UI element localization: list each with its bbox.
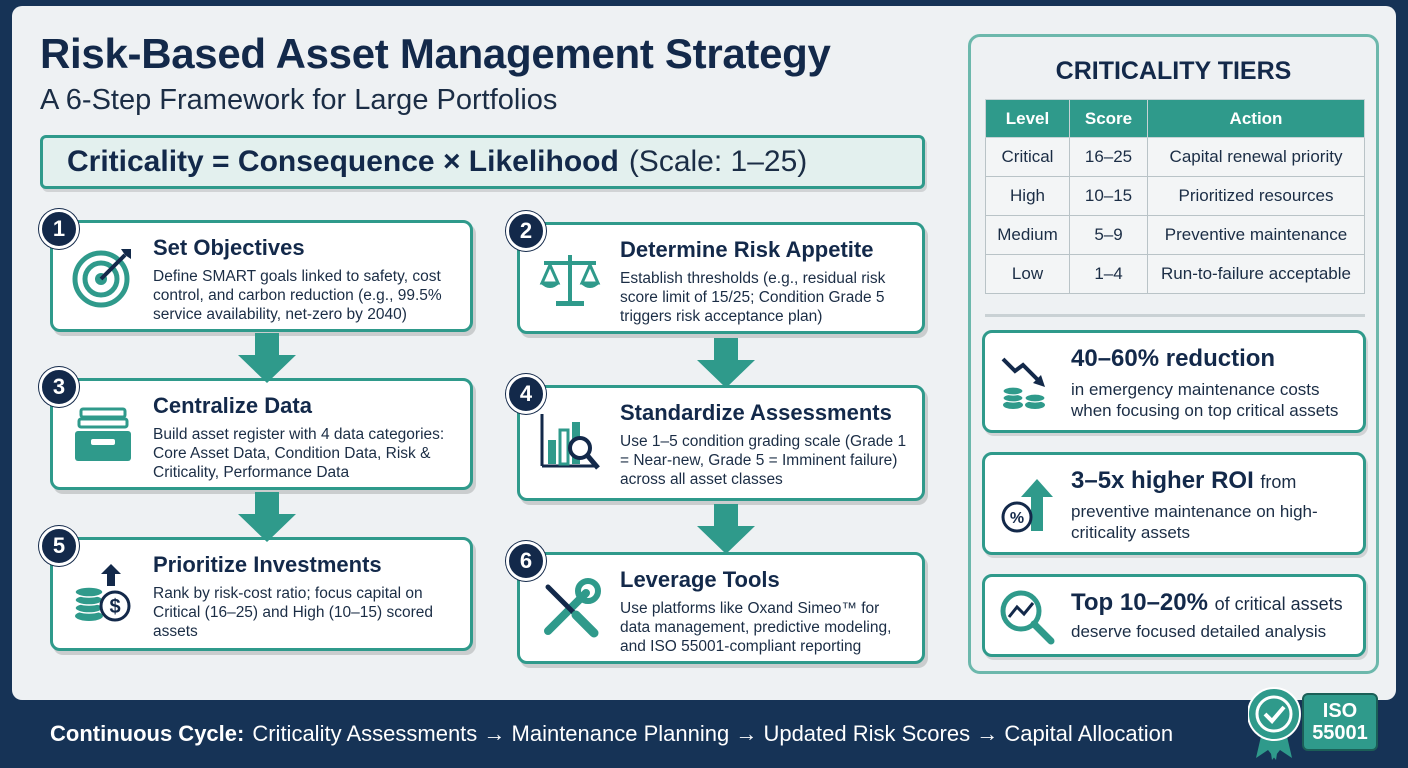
step-number: 6	[506, 541, 546, 581]
step-number: 2	[506, 211, 546, 251]
step-description: Use 1–5 condition grading scale (Grade 1 = Near-new, Grade 5 = Imminent failure) across all asset classes	[620, 433, 907, 488]
step-card-3	[50, 374, 473, 490]
tier-score: 5–9	[1070, 216, 1148, 255]
inbox-tray-icon	[71, 403, 135, 467]
chart-magnifier-icon	[538, 410, 602, 474]
stat-card-top-assets	[982, 574, 1366, 657]
formula-main: Criticality = Consequence × Likelihood	[67, 145, 619, 178]
stat-description: in emergency maintenance costs when focusing on top critical assets	[1071, 380, 1339, 420]
arrow-down-icon	[238, 333, 296, 383]
tier-action: Preventive maintenance	[1148, 216, 1365, 255]
arrow-down-icon	[697, 338, 755, 388]
coins-down-icon	[999, 355, 1055, 411]
magnifier-trend-icon	[999, 589, 1055, 645]
step-description: Use platforms like Oxand Simeo™ for data management, predictive modeling, and ISO 55001-compliant reporting	[620, 600, 892, 655]
tier-level: Low	[986, 255, 1070, 294]
table-row	[986, 255, 1365, 294]
stat-card-cost-reduction	[982, 330, 1366, 433]
tier-level: Medium	[986, 216, 1070, 255]
criticality-formula	[40, 135, 925, 189]
divider	[985, 314, 1365, 317]
tier-level: Critical	[986, 138, 1070, 177]
stat-headline-light: from	[1260, 472, 1297, 492]
table-row	[986, 177, 1365, 216]
badge-line-2: 55001	[1312, 722, 1368, 744]
target-icon	[71, 245, 135, 309]
step-title: Centralize Data	[153, 393, 312, 418]
badge-line-1: ISO	[1322, 700, 1358, 722]
stat-headline	[1071, 589, 1343, 617]
step-number: 4	[506, 374, 546, 414]
scales-icon	[538, 247, 602, 311]
column-header-score: Score	[1070, 100, 1148, 138]
stat-headline-bold: 3–5x higher ROI	[1071, 467, 1254, 494]
step-title: Leverage Tools	[620, 567, 780, 592]
stat-description: deserve focused detailed analysis	[1071, 622, 1327, 641]
tiers-table	[985, 99, 1365, 294]
page-title: Risk-Based Asset Management Strategy	[40, 30, 831, 77]
arrow-down-icon	[697, 504, 755, 554]
table-header-row	[986, 100, 1365, 138]
step-description: Build asset register with 4 data categories: Core Asset Data, Condition Data, Risk & Criticality, Performance Data	[153, 426, 445, 481]
step-number: 3	[39, 367, 79, 407]
column-header-level: Level	[986, 100, 1070, 138]
tier-score: 10–15	[1070, 177, 1148, 216]
step-number: 5	[39, 526, 79, 566]
table-row	[986, 216, 1365, 255]
table-row	[986, 138, 1365, 177]
step-description: Rank by risk-cost ratio; focus capital on Critical (16–25) and High (10–15) scored assets	[153, 585, 434, 640]
stat-headline-light: of critical assets	[1214, 594, 1343, 614]
step-card-4	[517, 381, 925, 501]
step-title: Prioritize Investments	[153, 552, 382, 577]
step-description: Establish thresholds (e.g., residual risk score limit of 15/25; Condition Grade 5 triggers risk acceptance plan)	[620, 270, 886, 325]
stat-headline: 40–60% reduction	[1071, 345, 1276, 372]
step-description: Define SMART goals linked to safety, cost control, and carbon reduction (e.g., 99.5% service availability, net-zero by 2040)	[153, 268, 442, 323]
step-number: 1	[39, 209, 79, 249]
stat-card-roi	[982, 452, 1366, 555]
footer-text: Criticality Assessments → Maintenance Planning → Updated Risk Scores → Capital Allocation	[252, 721, 1174, 746]
footer-cycle-bar	[0, 700, 1408, 768]
stat-headline-bold: Top 10–20%	[1071, 589, 1208, 616]
step-title: Set Objectives	[153, 235, 305, 260]
arrow-down-icon	[238, 492, 296, 542]
tier-action: Prioritized resources	[1148, 177, 1365, 216]
tier-score: 1–4	[1070, 255, 1148, 294]
wrench-screwdriver-icon	[538, 577, 602, 641]
step-card-1	[50, 216, 473, 332]
stat-headline	[1071, 467, 1296, 495]
column-header-action: Action	[1148, 100, 1365, 138]
tiers-title: CRITICALITY TIERS	[1055, 57, 1292, 85]
percent-up-icon	[999, 477, 1055, 533]
step-card-5	[50, 533, 473, 651]
tier-action: Capital renewal priority	[1148, 138, 1365, 177]
step-title: Standardize Assessments	[620, 400, 892, 425]
coins-dollar-icon	[71, 562, 135, 626]
footer-label: Continuous Cycle:	[50, 721, 245, 746]
step-card-6	[517, 548, 925, 664]
tier-score: 16–25	[1070, 138, 1148, 177]
svg-text:$: $	[109, 596, 121, 618]
svg-text:%: %	[1009, 510, 1025, 527]
formula-scale: (Scale: 1–25)	[628, 145, 808, 178]
page-subtitle: A 6-Step Framework for Large Portfolios	[40, 84, 558, 116]
tier-level: High	[986, 177, 1070, 216]
tier-action: Run-to-failure acceptable	[1148, 255, 1365, 294]
iso-badge	[1302, 693, 1378, 751]
step-title: Determine Risk Appetite	[620, 237, 874, 262]
step-card-2	[517, 218, 925, 334]
stat-description: preventive maintenance on high-criticality assets	[1071, 502, 1318, 542]
